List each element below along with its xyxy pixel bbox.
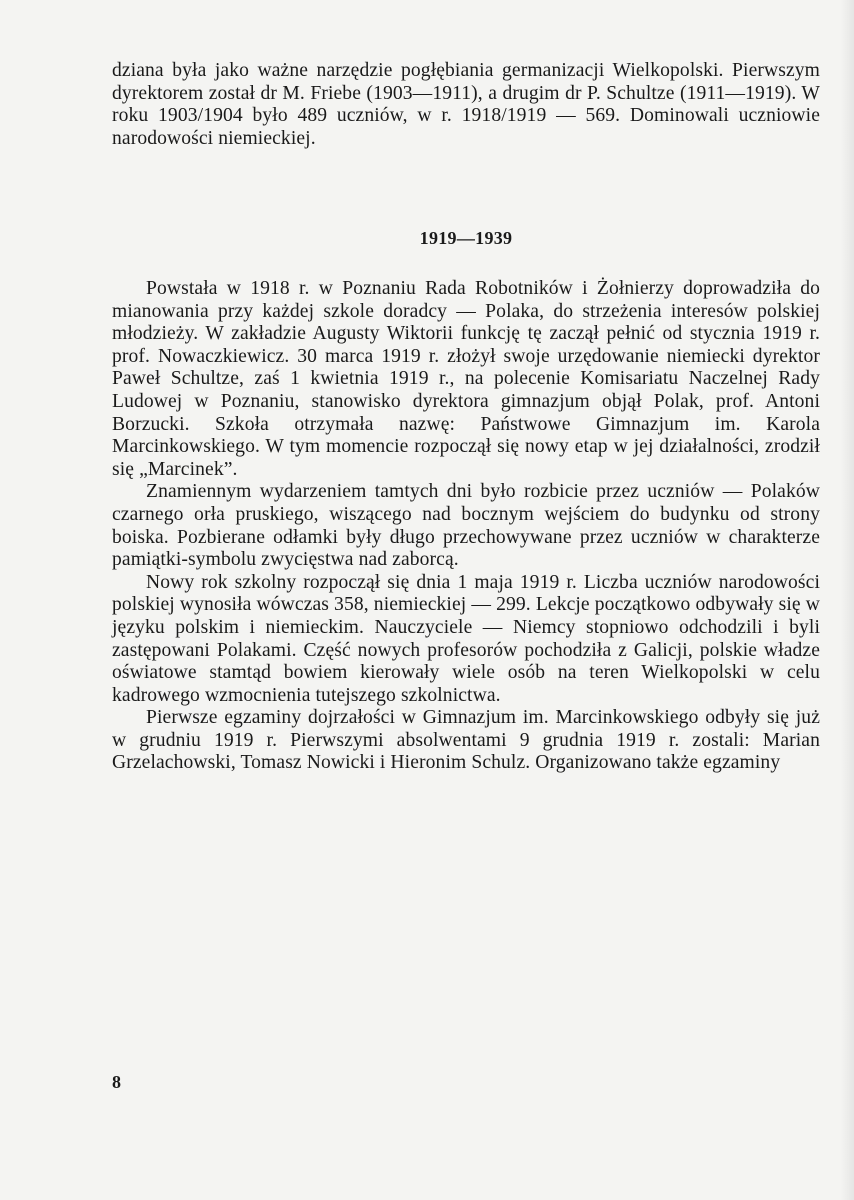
page-number: 8 (112, 1072, 121, 1092)
intro-text-block (112, 60, 820, 150)
intro-paragraph: dziana była jako ważne narzędzie pogłębiania germanizacji Wielkopolski. Pierwszym dyrektorem został dr M. Friebe (1903—1911), a drugim dr P. Schultze (1911—1919). W roku 1903/1904 było 489 uczniów, w r. 1918/1919 — 569. Dominowali uczniowie narodowości niemieckiej. (112, 60, 820, 149)
paragraph-egzaminy-dojrzalosci: Pierwsze egzaminy dojrzałości w Gimnazjum im. Marcinkowskiego odbyły się już w grudniu 1919 r. Pierwszymi absolwentami 9 grudnia 1919 r. zostali: Marian Grzelachowski, Tomasz Nowicki i Hieronim Schulz. Organizowano także egzaminy (112, 707, 820, 774)
paragraph-nowy-rok-szkolny: Nowy rok szkolny rozpoczął się dnia 1 maja 1919 r. Liczba uczniów narodowości polskiej wynosiła wówczas 358, niemieckiej — 299. Lekcje początkowo odbywały się w języku polskim i niemieckim. Nauczyciele — Niemcy stopniowo odchodzili i byli zastępowani Polakami. Część nowych profesorów pochodziła z Galicji, polskie władze oświatowe stamtąd bowiem kierowały wiele osób na teren Wielkopolski w celu kadrowego wzmocnienia tutejszego szkolnictwa. (112, 571, 820, 706)
page-edge-shadow (840, 0, 854, 1200)
main-text-block (112, 278, 820, 775)
paragraph-orzel-pruski: Znamiennym wydarzeniem tamtych dni było rozbicie przez uczniów — Polaków czarnego orła pruskiego, wiszącego nad bocznym wejściem do budynku od strony boiska. Pozbierane odłamki były długo przechowywane przez uczniów w charakterze pamiątki-symbolu zwycięstwa nad zaborcą. (112, 481, 820, 571)
section-heading: 1919—1939 (419, 228, 513, 248)
paragraph-rada-robotnikow: Powstała w 1918 r. w Poznaniu Rada Robotników i Żołnierzy doprowadziła do mianowania przy każdej szkole doradcy — Polaka, do strzeżenia interesów polskiej młodzieży. W zakładzie Augusty Wiktorii funkcję tę zaczął pełnić od stycznia 1919 r. prof. Nowaczkiewicz. 30 marca 1919 r. złożył swoje urzędowanie niemiecki dyrektor Paweł Schultze, zaś 1 kwietnia 1919 r., na polecenie Komisariatu Naczelnej Rady Ludowej w Poznaniu, stanowisko dyrektora gimnazjum objął Polak, prof. Antoni Borzucki. Szkoła otrzymała nazwę: Państwowe Gimnazjum im. Karola Marcinkowskiego. W tym momencie rozpoczął się nowy etap w jej działalności, zrodził się „Marcinek”. (112, 278, 820, 480)
